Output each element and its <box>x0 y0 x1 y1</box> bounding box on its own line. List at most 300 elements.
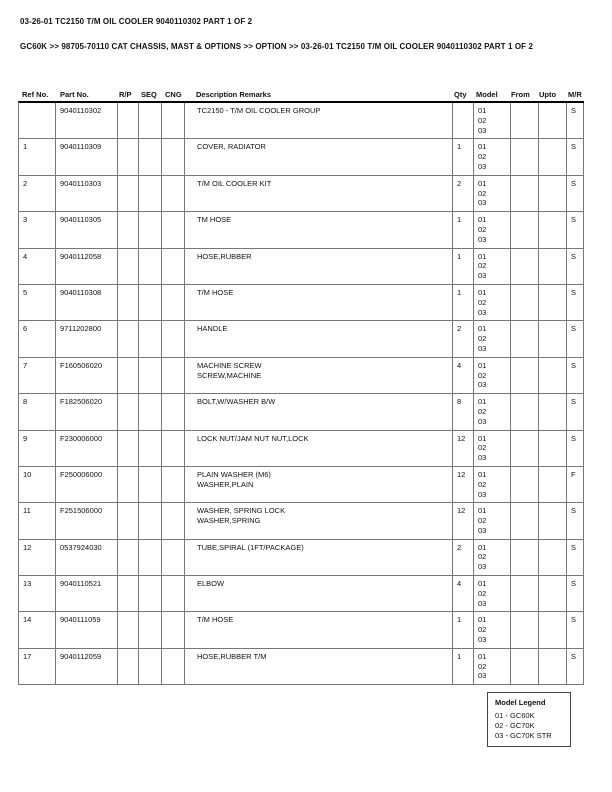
part-cell <box>56 540 118 575</box>
qty-cell <box>453 358 474 393</box>
desc-text: BOLT,W/WASHER B/W <box>197 397 276 407</box>
from-cell <box>511 103 539 138</box>
model-code: 01 <box>478 215 487 225</box>
mr-cell <box>567 321 584 356</box>
rp-text <box>122 506 138 516</box>
mr-text: S <box>571 142 577 152</box>
cng-cell <box>162 394 185 429</box>
desc-cell <box>185 358 453 393</box>
part-cell <box>56 612 118 647</box>
rp-text <box>122 142 138 152</box>
part-text: 9040110521 <box>60 579 102 589</box>
qty-text: 1 <box>457 215 462 225</box>
cng-cell <box>162 431 185 466</box>
rp-text <box>122 252 138 262</box>
mr-cell <box>567 176 584 211</box>
table-row <box>19 212 584 248</box>
ref-cell <box>19 139 56 174</box>
desc-cell <box>185 540 453 575</box>
seq-cell <box>139 321 162 356</box>
rp-cell <box>118 612 139 647</box>
desc-text: T/M HOSE <box>197 615 234 625</box>
qty-cell <box>453 431 474 466</box>
part-text: 9040110308 <box>60 287 102 297</box>
model-code: 01 <box>478 651 487 661</box>
cng-cell <box>162 249 185 284</box>
rp-cell <box>118 139 139 174</box>
upto-text <box>543 215 566 225</box>
model-code: 02 <box>478 552 487 562</box>
upto-cell <box>539 358 567 393</box>
qty-cell <box>453 576 474 611</box>
cng-text <box>166 397 184 407</box>
upto-cell <box>539 394 567 429</box>
column-header-from: From <box>511 90 530 99</box>
from-cell <box>511 612 539 647</box>
desc-cell <box>185 503 453 538</box>
ref-cell <box>19 540 56 575</box>
model-code: 03 <box>478 453 487 463</box>
ref-text: 11 <box>23 506 31 516</box>
from-text <box>515 615 538 625</box>
rp-text <box>122 106 138 116</box>
desc-text: MACHINE SCREW <box>197 360 262 370</box>
cng-cell <box>162 139 185 174</box>
mr-cell <box>567 249 584 284</box>
mr-text: S <box>571 324 577 334</box>
part-text: 9040110302 <box>60 106 102 115</box>
cng-text <box>166 615 184 625</box>
model-code: 03 <box>478 489 487 499</box>
upto-text <box>543 106 566 116</box>
part-cell <box>56 649 118 684</box>
qty-cell <box>453 139 474 174</box>
ref-cell <box>19 612 56 647</box>
cng-cell <box>162 103 185 138</box>
upto-text <box>543 579 566 589</box>
desc-cell <box>185 285 453 320</box>
upto-cell <box>539 212 567 247</box>
qty-cell <box>453 285 474 320</box>
from-cell <box>511 467 539 502</box>
model-code: 02 <box>478 334 487 344</box>
model-code: 02 <box>478 516 487 526</box>
table-row <box>19 285 584 321</box>
mr-cell <box>567 103 584 138</box>
from-text <box>515 470 538 480</box>
rp-cell <box>118 212 139 247</box>
model-code: 02 <box>478 370 487 380</box>
ref-text: 14 <box>23 615 32 625</box>
model-code: 02 <box>478 661 487 671</box>
from-cell <box>511 285 539 320</box>
from-text <box>515 506 538 516</box>
upto-cell <box>539 176 567 211</box>
cng-text <box>166 434 184 444</box>
table-row <box>19 249 584 285</box>
model-code: 02 <box>478 588 487 598</box>
models-cell <box>474 394 511 429</box>
models-cell <box>474 467 511 502</box>
model-code: 03 <box>478 671 487 681</box>
seq-text <box>143 179 161 189</box>
part-text: F251506000 <box>60 506 103 516</box>
upto-text <box>543 615 566 625</box>
rp-cell <box>118 649 139 684</box>
model-code: 03 <box>478 380 487 390</box>
qty-cell <box>453 321 474 356</box>
ref-cell <box>19 321 56 356</box>
part-cell <box>56 249 118 284</box>
upto-cell <box>539 431 567 466</box>
from-text <box>515 579 538 589</box>
part-cell <box>56 503 118 538</box>
from-text <box>515 252 538 262</box>
from-text <box>515 397 538 407</box>
desc-cell <box>185 249 453 284</box>
mr-cell <box>567 649 584 684</box>
from-text <box>515 215 538 225</box>
models-cell <box>474 540 511 575</box>
rp-text <box>122 615 138 625</box>
qty-cell <box>453 503 474 538</box>
model-legend-item: 01 - GC60K <box>495 711 535 720</box>
qty-text: 8 <box>457 397 462 407</box>
rp-text <box>122 652 138 662</box>
seq-text <box>143 106 161 116</box>
upto-text <box>543 324 566 334</box>
model-code: 01 <box>478 542 487 552</box>
seq-text <box>143 652 161 662</box>
seq-cell <box>139 467 162 502</box>
cng-text <box>166 361 184 371</box>
mr-text: S <box>571 579 577 589</box>
from-cell <box>511 503 539 538</box>
desc-text: HOSE,RUBBER T/M <box>197 651 267 661</box>
seq-text <box>143 252 161 262</box>
upto-text <box>543 252 566 262</box>
cng-cell <box>162 649 185 684</box>
seq-cell <box>139 612 162 647</box>
table-row <box>19 540 584 576</box>
rp-text <box>122 215 138 225</box>
model-code: 01 <box>478 142 487 152</box>
rp-cell <box>118 576 139 611</box>
model-code: 03 <box>478 525 487 535</box>
mr-cell <box>567 503 584 538</box>
mr-cell <box>567 467 584 502</box>
table-row <box>19 103 584 139</box>
from-cell <box>511 394 539 429</box>
part-cell <box>56 321 118 356</box>
rp-text <box>122 397 138 407</box>
cng-text <box>166 324 184 334</box>
part-text: 9711202800 <box>60 324 102 334</box>
from-cell <box>511 358 539 393</box>
model-legend-title: Model Legend <box>495 698 546 707</box>
desc-text: TM HOSE <box>197 215 232 225</box>
from-text <box>515 324 538 334</box>
model-code: 03 <box>478 635 487 645</box>
desc-cell <box>185 394 453 429</box>
models-cell <box>474 176 511 211</box>
rp-text <box>122 361 138 371</box>
model-code: 02 <box>478 297 487 307</box>
model-code: 03 <box>478 198 487 208</box>
table-row <box>19 176 584 212</box>
cng-cell <box>162 321 185 356</box>
seq-cell <box>139 649 162 684</box>
upto-text <box>543 506 566 516</box>
column-header-qty: Qty <box>454 90 467 99</box>
desc-cell <box>185 212 453 247</box>
upto-text <box>543 288 566 298</box>
ref-text: 7 <box>23 360 28 370</box>
model-legend-item: 03 - GC70K STR <box>495 731 552 740</box>
cng-cell <box>162 503 185 538</box>
qty-cell <box>453 249 474 284</box>
ref-text: 3 <box>23 215 28 225</box>
mr-text: S <box>571 106 577 115</box>
breadcrumb: GC60K >> 98705-70110 CAT CHASSIS, MAST & OPTIONS >> OPTION >> 03-26-01 TC2150 T/M OIL COOLER 9040110302 PART 1 OF 2 <box>20 42 534 51</box>
model-code: 02 <box>478 152 487 162</box>
models-cell <box>474 212 511 247</box>
desc-cell <box>185 103 453 138</box>
rp-text <box>122 324 138 334</box>
column-header-ref: Ref No. <box>22 90 49 99</box>
model-code: 02 <box>478 261 487 271</box>
page-title: 03-26-01 TC2150 T/M OIL COOLER 9040110302 PART 1 OF 2 <box>20 17 253 26</box>
upto-cell <box>539 576 567 611</box>
model-code: 03 <box>478 307 487 317</box>
ref-cell <box>19 212 56 247</box>
model-code: 01 <box>478 506 487 516</box>
mr-text: S <box>571 651 577 661</box>
ref-cell <box>19 285 56 320</box>
upto-text <box>543 397 566 407</box>
qty-text: 1 <box>457 287 462 297</box>
desc-cell <box>185 176 453 211</box>
mr-cell <box>567 576 584 611</box>
seq-cell <box>139 503 162 538</box>
from-cell <box>511 176 539 211</box>
column-header-part: Part No. <box>60 90 89 99</box>
ref-cell <box>19 358 56 393</box>
qty-text: 1 <box>457 651 462 661</box>
model-code: 03 <box>478 125 487 135</box>
table-row <box>19 612 584 648</box>
desc-cell <box>185 467 453 502</box>
seq-cell <box>139 139 162 174</box>
upto-text <box>543 142 566 152</box>
model-code: 03 <box>478 598 487 608</box>
rp-cell <box>118 394 139 429</box>
qty-cell <box>453 612 474 647</box>
models-cell <box>474 249 511 284</box>
ref-text: 2 <box>23 178 28 188</box>
ref-cell <box>19 503 56 538</box>
table-row <box>19 321 584 357</box>
part-text: 9040110303 <box>60 178 102 188</box>
ref-text: 12 <box>23 542 32 552</box>
from-cell <box>511 139 539 174</box>
table-row <box>19 467 584 503</box>
from-text <box>515 543 538 553</box>
upto-cell <box>539 503 567 538</box>
model-code: 02 <box>478 224 487 234</box>
cng-cell <box>162 576 185 611</box>
seq-cell <box>139 431 162 466</box>
desc-text: SCREW,MACHINE <box>197 370 262 380</box>
model-code: 01 <box>478 324 487 334</box>
column-header-mr: M/R <box>568 90 582 99</box>
from-text <box>515 361 538 371</box>
seq-cell <box>139 103 162 138</box>
models-cell <box>474 431 511 466</box>
desc-text: PLAIN WASHER (M6) <box>197 469 271 479</box>
qty-text: 2 <box>457 324 462 334</box>
seq-cell <box>139 176 162 211</box>
rp-text <box>122 288 138 298</box>
part-text: F160506020 <box>60 360 103 370</box>
upto-text <box>543 434 566 444</box>
mr-text: S <box>571 215 577 225</box>
cng-cell <box>162 467 185 502</box>
mr-text: S <box>571 506 577 516</box>
qty-cell <box>453 540 474 575</box>
mr-text: S <box>571 433 577 443</box>
desc-cell <box>185 649 453 684</box>
part-cell <box>56 576 118 611</box>
desc-text: TC2150 - T/M OIL COOLER GROUP <box>197 106 321 115</box>
parts-table <box>18 101 584 685</box>
cng-cell <box>162 612 185 647</box>
desc-text: HANDLE <box>197 324 228 334</box>
model-code: 02 <box>478 115 487 125</box>
from-cell <box>511 649 539 684</box>
rp-cell <box>118 358 139 393</box>
qty-text <box>457 106 473 116</box>
model-code: 01 <box>478 106 487 115</box>
rp-cell <box>118 285 139 320</box>
rp-cell <box>118 540 139 575</box>
ref-cell <box>19 467 56 502</box>
part-cell <box>56 103 118 138</box>
ref-cell <box>19 649 56 684</box>
seq-text <box>143 615 161 625</box>
desc-cell <box>185 612 453 647</box>
mr-text: S <box>571 542 577 552</box>
table-row <box>19 576 584 612</box>
from-cell <box>511 540 539 575</box>
cng-cell <box>162 540 185 575</box>
cng-text <box>166 506 184 516</box>
rp-text <box>122 543 138 553</box>
upto-cell <box>539 612 567 647</box>
cng-cell <box>162 176 185 211</box>
model-code: 02 <box>478 406 487 416</box>
part-text: 9040110309 <box>60 142 102 152</box>
desc-text: T/M HOSE <box>197 287 234 297</box>
column-header-model: Model <box>476 90 498 99</box>
desc-text: T/M OIL COOLER KIT <box>197 178 272 188</box>
rp-text <box>122 470 138 480</box>
from-cell <box>511 321 539 356</box>
model-code: 03 <box>478 343 487 353</box>
column-header-cng: CNG <box>165 90 182 99</box>
ref-text: 9 <box>23 433 28 443</box>
desc-text: WASHER, SPRING LOCK <box>197 506 286 516</box>
model-code: 02 <box>478 188 487 198</box>
mr-cell <box>567 431 584 466</box>
seq-text <box>143 434 161 444</box>
qty-cell <box>453 212 474 247</box>
part-cell <box>56 212 118 247</box>
qty-text: 1 <box>457 615 462 625</box>
upto-text <box>543 361 566 371</box>
models-cell <box>474 503 511 538</box>
upto-cell <box>539 467 567 502</box>
model-code: 01 <box>478 178 487 188</box>
table-header-row <box>18 84 583 101</box>
model-legend-item: 02 - GC70K <box>495 721 535 730</box>
model-code: 01 <box>478 251 487 261</box>
seq-text <box>143 142 161 152</box>
desc-text: ELBOW <box>197 579 225 589</box>
mr-cell <box>567 394 584 429</box>
qty-text: 12 <box>457 469 466 479</box>
qty-cell <box>453 649 474 684</box>
qty-cell <box>453 467 474 502</box>
qty-text: 12 <box>457 433 466 443</box>
part-cell <box>56 431 118 466</box>
cng-text <box>166 543 184 553</box>
from-cell <box>511 249 539 284</box>
qty-cell <box>453 394 474 429</box>
seq-text <box>143 361 161 371</box>
upto-cell <box>539 249 567 284</box>
qty-text: 4 <box>457 579 462 589</box>
ref-text: 6 <box>23 324 28 334</box>
seq-text <box>143 215 161 225</box>
ref-text: 4 <box>23 251 28 261</box>
models-cell <box>474 576 511 611</box>
model-code: 03 <box>478 234 487 244</box>
mr-cell <box>567 612 584 647</box>
cng-text <box>166 652 184 662</box>
part-cell <box>56 467 118 502</box>
model-code: 02 <box>478 625 487 635</box>
seq-cell <box>139 576 162 611</box>
upto-cell <box>539 139 567 174</box>
model-code: 01 <box>478 287 487 297</box>
seq-text <box>143 543 161 553</box>
from-cell <box>511 212 539 247</box>
model-code: 03 <box>478 161 487 171</box>
ref-text: 8 <box>23 397 28 407</box>
part-cell <box>56 394 118 429</box>
models-cell <box>474 358 511 393</box>
desc-text: HOSE,RUBBER <box>197 251 252 261</box>
ref-text: 5 <box>23 287 28 297</box>
rp-text <box>122 434 138 444</box>
cng-text <box>166 179 184 189</box>
mr-text: S <box>571 251 577 261</box>
rp-cell <box>118 103 139 138</box>
desc-text: TUBE,SPIRAL (1FT/PACKAGE) <box>197 542 304 552</box>
qty-cell <box>453 103 474 138</box>
model-code: 01 <box>478 360 487 370</box>
